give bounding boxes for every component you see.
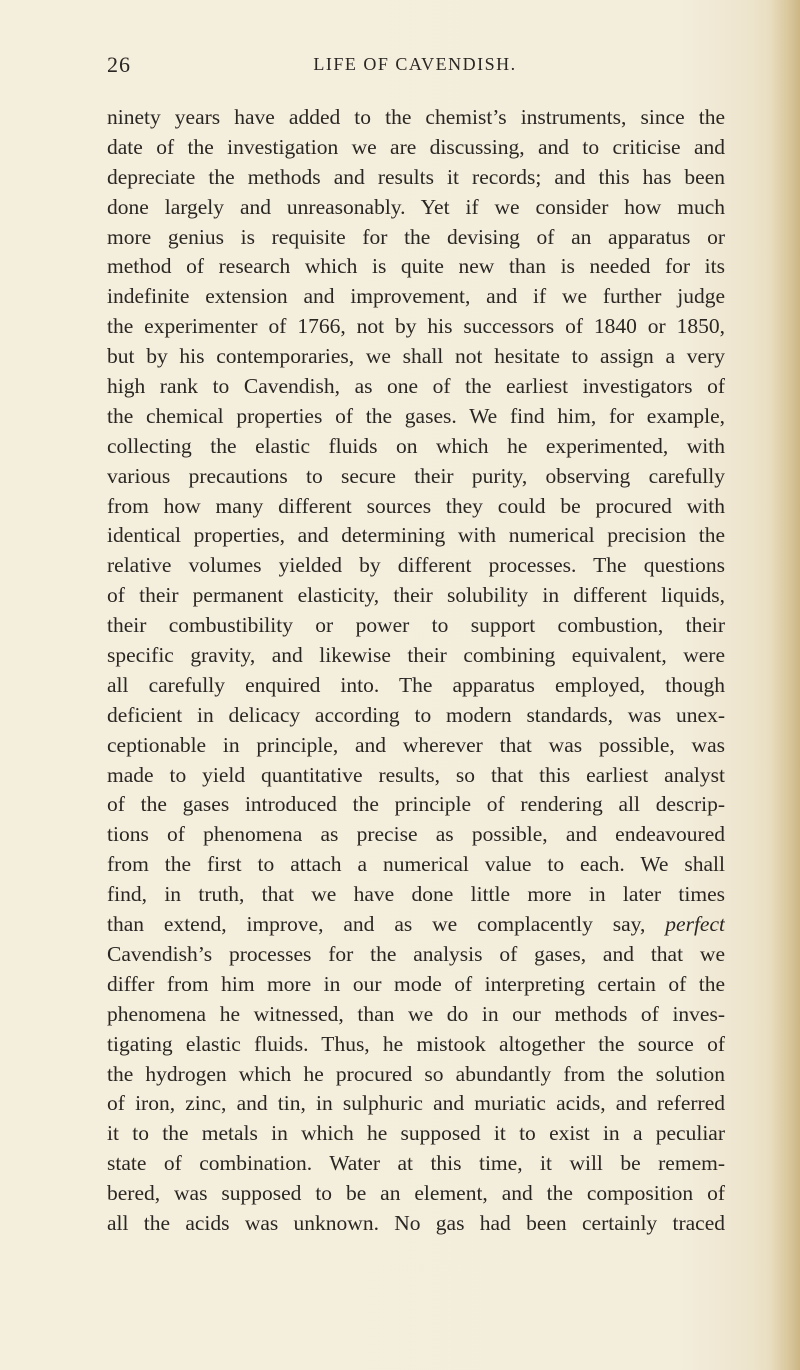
text-line: Cavendish’s processes for the analysis of gases, and that we — [107, 941, 725, 966]
text-line: method of research which is quite new than is needed for its — [107, 254, 725, 279]
text-line: ceptionable in principle, and wherever that was possible, was — [107, 732, 725, 757]
text-line: of the gases introduced the principle of rendering all descrip- — [107, 792, 725, 817]
text-line: from the first to attach a numerical value to each. We shall — [107, 852, 725, 877]
text-line: than extend, improve, and as we complacently say, perfect — [107, 912, 725, 937]
text-line: bered, was supposed to be an element, and the composition of — [107, 1181, 725, 1206]
text-line: the hydrogen which he procured so abundantly from the solution — [107, 1061, 725, 1086]
text-line: collecting the elastic fluids on which he experimented, with — [107, 433, 725, 458]
page-edge-shadow — [770, 0, 800, 1370]
text-line: done largely and unreasonably. Yet if we consider how much — [107, 194, 725, 219]
text-line: from how many different sources they could be procured with — [107, 493, 725, 518]
text-line: differ from him more in our mode of interpreting certain of the — [107, 971, 725, 996]
text-line: specific gravity, and likewise their combining equivalent, were — [107, 643, 725, 668]
text-line: date of the investigation we are discussing, and to criticise and — [107, 134, 725, 159]
text-line: deficient in delicacy according to modern standards, was unex- — [107, 702, 725, 727]
text-line: more genius is requisite for the devising of an apparatus or — [107, 224, 725, 249]
italic-word: perfect — [665, 912, 725, 937]
text-line: ninety years have added to the chemist’s instruments, since the — [107, 105, 725, 129]
text-line: it to the metals in which he supposed it to exist in a peculiar — [107, 1121, 725, 1146]
text-line: tions of phenomena as precise as possible, and endeavoured — [107, 822, 725, 847]
text-line: the chemical properties of the gases. We find him, for example, — [107, 403, 725, 428]
page-number: 26 — [107, 52, 131, 77]
text-line: various precautions to secure their purity, observing carefully — [107, 463, 725, 488]
text-line: all carefully enquired into. The apparatus employed, though — [107, 672, 725, 697]
text-line: depreciate the methods and results it records; and this has been — [107, 164, 725, 189]
text-line: made to yield quantitative results, so that this earliest analyst — [107, 762, 725, 787]
body-text — [107, 103, 725, 1239]
running-head: LIFE OF CAVENDISH. — [313, 54, 517, 74]
text-line: but by his contemporaries, we shall not hesitate to assign a very — [107, 344, 725, 369]
text-line: all the acids was unknown. No gas had been certainly traced — [107, 1210, 725, 1235]
text-line: relative volumes yielded by different processes. The questions — [107, 553, 725, 578]
text-line: tigating elastic fluids. Thus, he mistook altogether the source of — [107, 1031, 725, 1056]
text-line: the experimenter of 1766, not by his successors of 1840 or 1850, — [107, 314, 725, 339]
text-line: identical properties, and determining with numerical precision the — [107, 523, 725, 548]
text-line: state of combination. Water at this time, it will be remem- — [107, 1151, 725, 1176]
text-line: indefinite extension and improvement, and if we further judge — [107, 284, 725, 309]
text-line: find, in truth, that we have done little more in later times — [107, 882, 725, 907]
text-line: phenomena he witnessed, than we do in our methods of inves- — [107, 1001, 725, 1026]
text-line: high rank to Cavendish, as one of the earliest investigators of — [107, 374, 725, 399]
text-line: of their permanent elasticity, their solubility in different liquids, — [107, 583, 725, 608]
page-header — [107, 52, 723, 82]
text-line: their combustibility or power to support combustion, their — [107, 613, 725, 638]
text-line: of iron, zinc, and tin, in sulphuric and muriatic acids, and referred — [107, 1091, 725, 1116]
